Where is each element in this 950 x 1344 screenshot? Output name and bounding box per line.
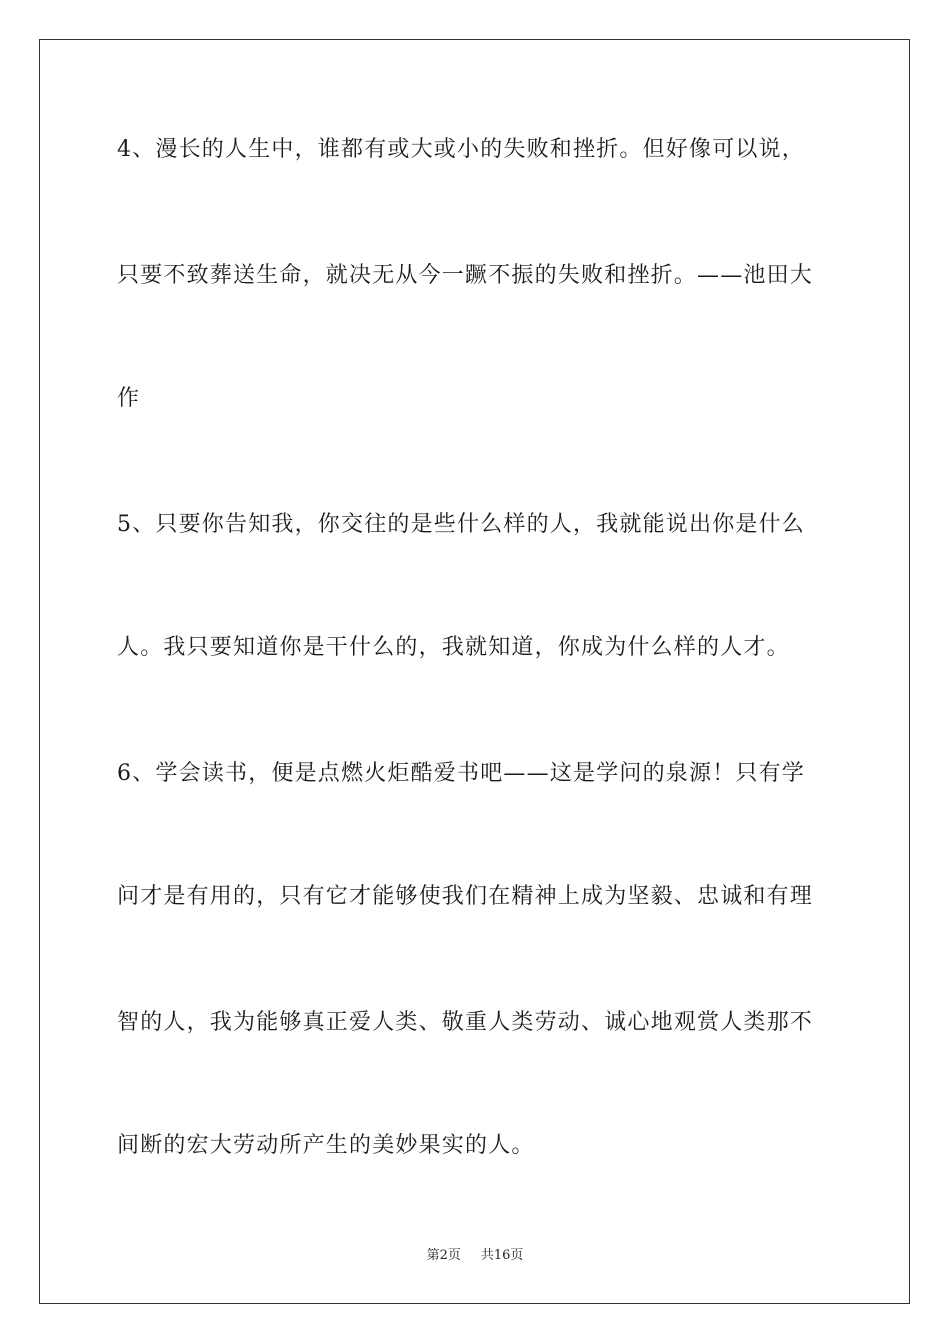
text-line: 作	[117, 386, 141, 411]
text-line: 智的人，我为能够真正爱人类、敬重人类劳动、诚心地观赏人类那不	[117, 1010, 814, 1035]
page-number: 第2页	[426, 1248, 461, 1263]
text-line: 人。我只要知道你是干什么的，我就知道，你成为什么样的人才。	[117, 635, 790, 660]
page-border	[39, 39, 910, 1304]
text-line: 6、学会读书，便是点燃火炬酷爱书吧——这是学问的泉源！只有学	[117, 761, 805, 786]
text-line: 间断的宏大劳动所产生的美妙果实的人。	[117, 1133, 535, 1158]
text-line: 只要不致葬送生命，就决无从今一蹶不振的失败和挫折。——池田大	[117, 263, 814, 288]
total-pages: 共16页	[480, 1248, 524, 1263]
text-line: 问才是有用的，只有它才能够使我们在精神上成为坚毅、忠诚和有理	[117, 884, 814, 909]
page-footer	[0, 1247, 950, 1265]
text-line: 4、漫长的人生中，谁都有或大或小的失败和挫折。但好像可以说，	[117, 137, 805, 162]
text-line: 5、只要你告知我，你交往的是些什么样的人，我就能说出你是什么	[117, 512, 805, 537]
